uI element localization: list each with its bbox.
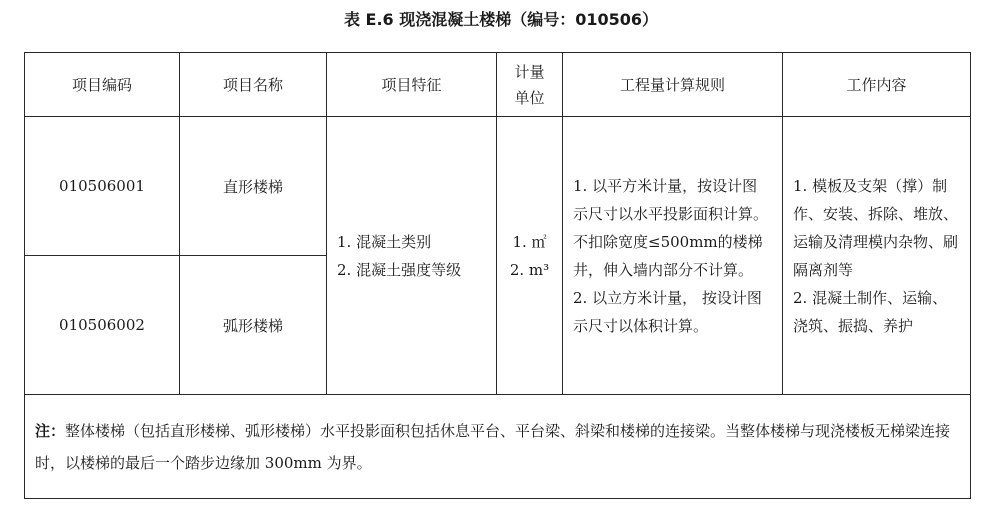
header-rules: 工程量计算规则 (563, 53, 783, 117)
item-rules: 1. 以平方米计量，按设计图示尺寸以水平投影面积计算。不扣除宽度≤500mm的楼梯井，伸入墙内部分不计算。 2. 以立方米计量， 按设计图示尺寸以体积计算。 (563, 117, 783, 395)
header-unit (497, 53, 563, 117)
feature-line: 1. 混凝土类别 (337, 232, 432, 251)
header-unit-line2: 单位 (514, 88, 545, 107)
item-name: 直形楼梯 (180, 117, 327, 256)
unit-line: 1. ㎡ (512, 232, 547, 251)
header-unit-line1: 计量 (514, 62, 545, 81)
note-label: 注： (35, 421, 66, 440)
item-name: 弧形楼梯 (180, 256, 327, 395)
feature-line: 2. 混凝土强度等级 (337, 260, 462, 279)
header-features: 项目特征 (327, 53, 497, 117)
note-row (25, 395, 971, 499)
item-units (497, 117, 563, 395)
stair-spec-table (24, 52, 971, 499)
header-row (25, 53, 971, 117)
header-work: 工作内容 (783, 53, 971, 117)
table-row (25, 117, 971, 256)
table-title: 表 E.6 现浇混凝土楼梯（编号：010506） (343, 10, 659, 29)
item-code: 010506002 (25, 256, 180, 395)
item-features (327, 117, 497, 395)
item-work: 1. 模板及支架（撑）制作、安装、拆除、堆放、运输及清理模内杂物、刷隔离剂等 2. 混凝土制作、运输、浇筑、振捣、养护 (783, 117, 971, 395)
header-code: 项目编码 (25, 53, 180, 117)
note-text: 整体楼梯（包括直形楼梯、弧形楼梯）水平投影面积包括休息平台、平台梁、斜梁和楼梯的连接梁。当整体楼梯与现浇楼板无梯梁连接时，以楼梯的最后一个踏步边缘加 300mm 为界。 (35, 421, 951, 472)
unit-line: 2. m³ (509, 260, 550, 279)
note-cell (25, 395, 971, 499)
item-code: 010506001 (25, 117, 180, 256)
header-name: 项目名称 (180, 53, 327, 117)
